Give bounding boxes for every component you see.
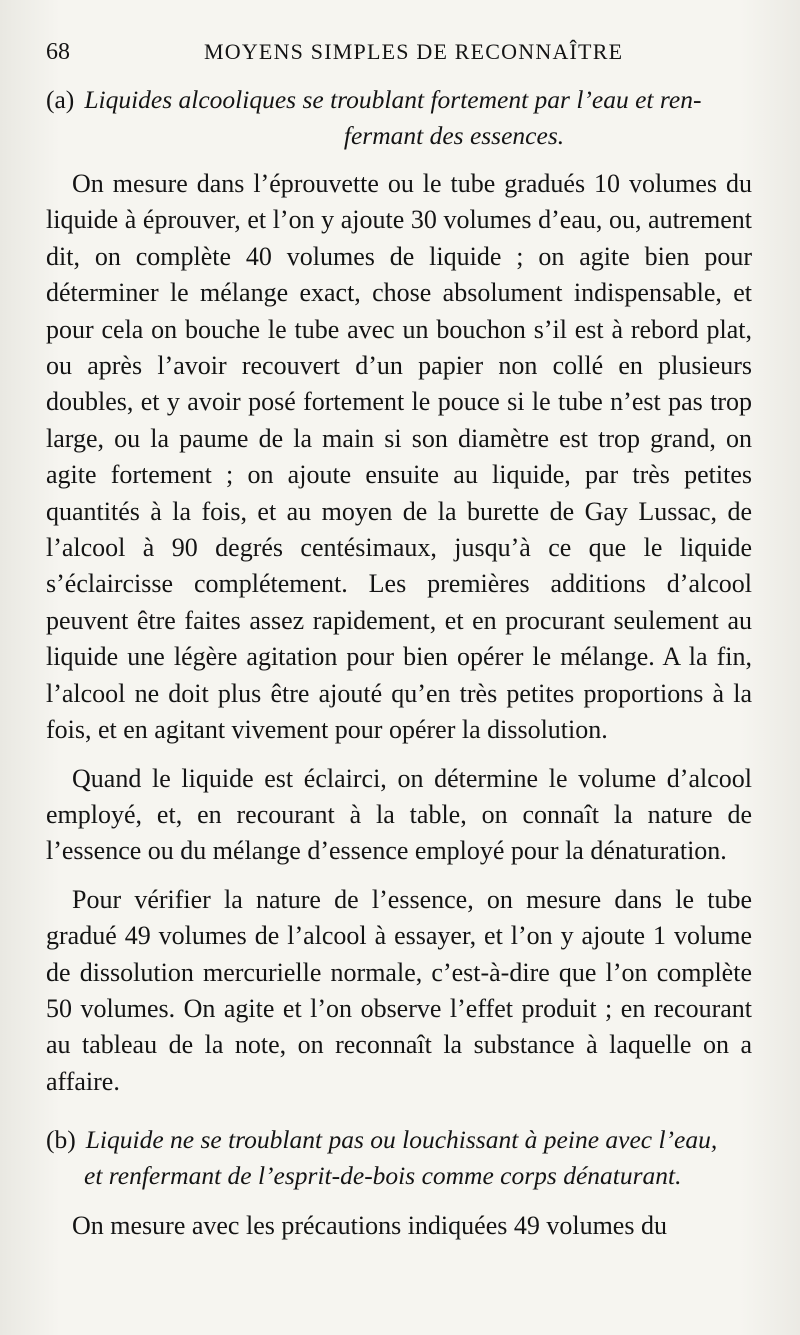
paragraph-4: On mesure avec les précautions indiquées 49 volumes du [72,1211,667,1241]
section-marker-b: (b) [46,1125,76,1155]
running-title: MOYENS SIMPLES DE RECONNAÎTRE [204,39,624,64]
section-heading-a [46,82,752,154]
section-title-a-line1: Liquides alcooliques se troublant fortement par l’eau et ren- [84,85,702,114]
section-title-b-line1: Liquide ne se troublant pas ou louchissant à peine avec l’eau, [85,1125,718,1155]
page-number: 68 [46,39,70,65]
paragraph-3: Pour vérifier la nature de l’essence, on mesure dans le tube gradué 49 volumes de l’alcool à essayer, et l’on y ajoute 1 volume de dissolution mercurielle normale, c’est-à-dire que l’on complète 50 volumes. On agite et l’on observe l’effet produit ; en recourant au tableau de la note, on reconnaît la substance à laquelle on a affaire. [46,884,752,1096]
section-title-b-line2: et renfermant de l’esprit-de-bois comme corps dénaturant. [84,1161,682,1191]
section-title-a-line2: fermant des essences. [343,121,565,150]
section-marker-a: (a) [46,85,75,114]
section-heading-b [46,1122,752,1194]
paragraph-1: On mesure dans l’éprouvette ou le tube gradués 10 volumes du liquide à éprouver, et l’on y ajoute 30 volumes d’eau, ou, autrement dit, on complète 40 volumes de liquide ; on agite bien pour déterminer le mélange exact, chose absolument indispensable, et pour cela on bouche le tube avec un bouchon s’il est à rebord plat, ou après l’avoir recouvert d’un papier non collé en plusieurs doubles, et y avoir posé fortement le pouce si le tube n’est pas trop large, ou la paume de la main si son diamètre est trop grand, on agite fortement ; on ajoute ensuite au liquide, par très petites quantités à la fois, et au moyen de la burette de Gay Lussac, de l’alcool à 90 degrés centésimaux, jusqu’à ce que le liquide s’éclaircisse complétement. Les premières additions d’alcool peuvent être faites assez rapidement, et en procurant seulement au liquide une légère agitation pour bien opérer le mélange. A la fin, l’alcool ne doit plus être ajouté qu’en très petites proportions à la fois, et en agitant vivement pour opérer la dissolution. [46,169,752,745]
paragraph-2: Quand le liquide est éclairci, on détermine le volume d’alcool employé, et, en recourant à la table, on connaît la nature de l’essence ou du mélange d’essence employé pour la dénaturation. [46,763,752,866]
running-head [46,32,752,72]
